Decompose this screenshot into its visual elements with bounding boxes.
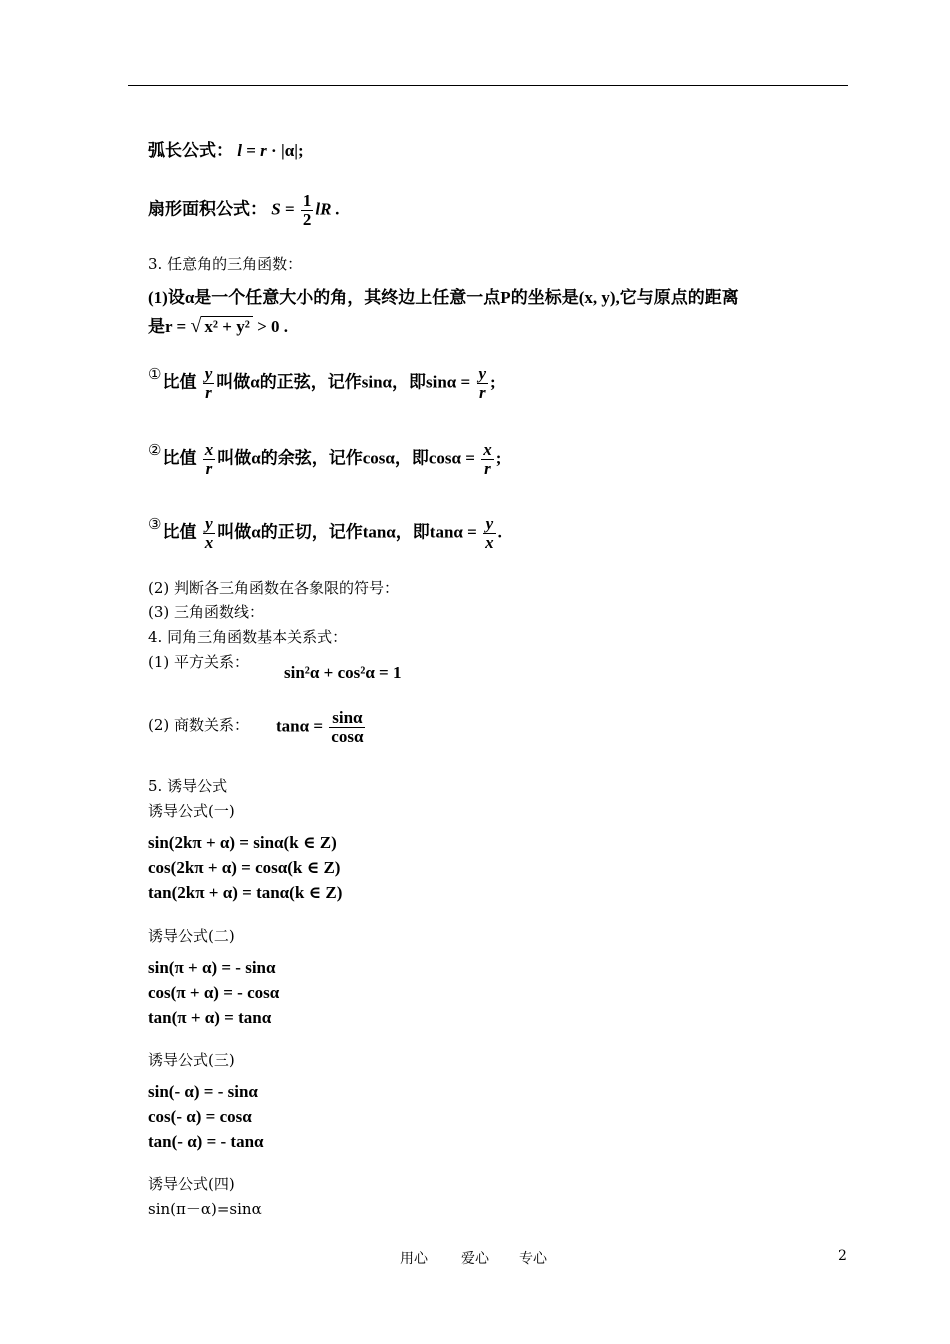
fraction-one-half: $\frac{1}{2}$ (302, 191, 312, 229)
arc-length-label: 弧长公式： (148, 141, 233, 160)
arc-length-l: l (237, 141, 242, 160)
sector-area-label: 扇形面积公式： (148, 199, 267, 219)
induction-2-sin: sin(π + α) = - sinα (148, 958, 276, 977)
induction-2-cos: cos(π + α) = - cosα (148, 983, 280, 1002)
induction-group-3-title: 诱导公式(三) (148, 1051, 235, 1069)
tangent-definition: ③比值 $\frac{y}{x}$ 叫做α的正切，记作tanα，即tanα = $\frac{y}{x}$ . (148, 514, 502, 552)
sector-area-lr: lR . (315, 199, 340, 219)
trig-lines-note: (3) 三角函数线： (148, 603, 265, 621)
cosine-definition: ②比值 $\frac{x}{r}$ 叫做α的余弦，记作cosα，即cosα = $\frac{x}{r}$ ; (148, 440, 502, 478)
sign-note: (2) 判断各三角函数在各象限的符号： (148, 579, 400, 597)
induction-2-tan: tan(π + α) = tanα (148, 1008, 272, 1027)
sector-area-formula: 扇形面积公式： S = $\frac{1}{2}$ lR . (148, 191, 340, 229)
square-relation-label: (1) 平方关系： (148, 653, 250, 671)
section-4-heading: 4. 同角三角函数基本关系式： (148, 628, 348, 646)
sqrt-symbol: √ (190, 315, 202, 337)
definition-line-2: 是r = √ x² + y² > 0 . (148, 315, 288, 337)
section-5-heading: 5. 诱导公式 (148, 777, 228, 795)
header-rule (128, 85, 848, 86)
induction-3-sin: sin(- α) = - sinα (148, 1082, 258, 1101)
section-3-heading: 3. 任意角的三角函数： (148, 255, 303, 273)
definition-line-1: (1)设α是一个任意大小的角，其终边上任意一点P的坐标是(x, y),它与原点的距离 (148, 288, 739, 307)
page-number: 2 (838, 1248, 847, 1264)
footer-motto-2: 爱心 (461, 1251, 489, 1267)
induction-1-tan: tan(2kπ + α) = tanα(k ∈ Z) (148, 883, 343, 902)
induction-group-4-title: 诱导公式(四) (148, 1175, 235, 1193)
induction-3-tan: tan(- α) = - tanα (148, 1132, 264, 1151)
induction-group-1-title: 诱导公式(一) (148, 802, 235, 820)
square-relation-formula: sin²α + cos²α = 1 (284, 663, 402, 682)
footer-motto-1: 用心 (400, 1251, 428, 1267)
arc-length-abs-alpha: |α|; (280, 141, 304, 160)
sine-definition: ①比值 $\frac{y}{r}$ 叫做α的正弦，记作sinα，即sinα = $\frac{y}{r}$ ; (148, 364, 496, 402)
induction-1-sin: sin(2kπ + α) = sinα(k ∈ Z) (148, 833, 337, 852)
induction-group-2-title: 诱导公式(二) (148, 927, 235, 945)
sector-area-s: S (271, 199, 281, 219)
footer-motto-3: 专心 (519, 1251, 547, 1267)
quotient-relation-label: (2) 商数关系： (148, 716, 250, 734)
arc-length-formula: 弧长公式： l = r · |α|; (148, 141, 304, 160)
quotient-relation-formula: tanα = $\frac{\sin\alpha}{\cos\alpha}$ (276, 708, 364, 746)
induction-4-sin: sin(π－α)=sinα (148, 1200, 262, 1218)
induction-1-cos: cos(2kπ + α) = cosα(k ∈ Z) (148, 858, 341, 877)
radicand: x² + y² (201, 316, 252, 337)
induction-3-cos: cos(- α) = cosα (148, 1107, 252, 1126)
